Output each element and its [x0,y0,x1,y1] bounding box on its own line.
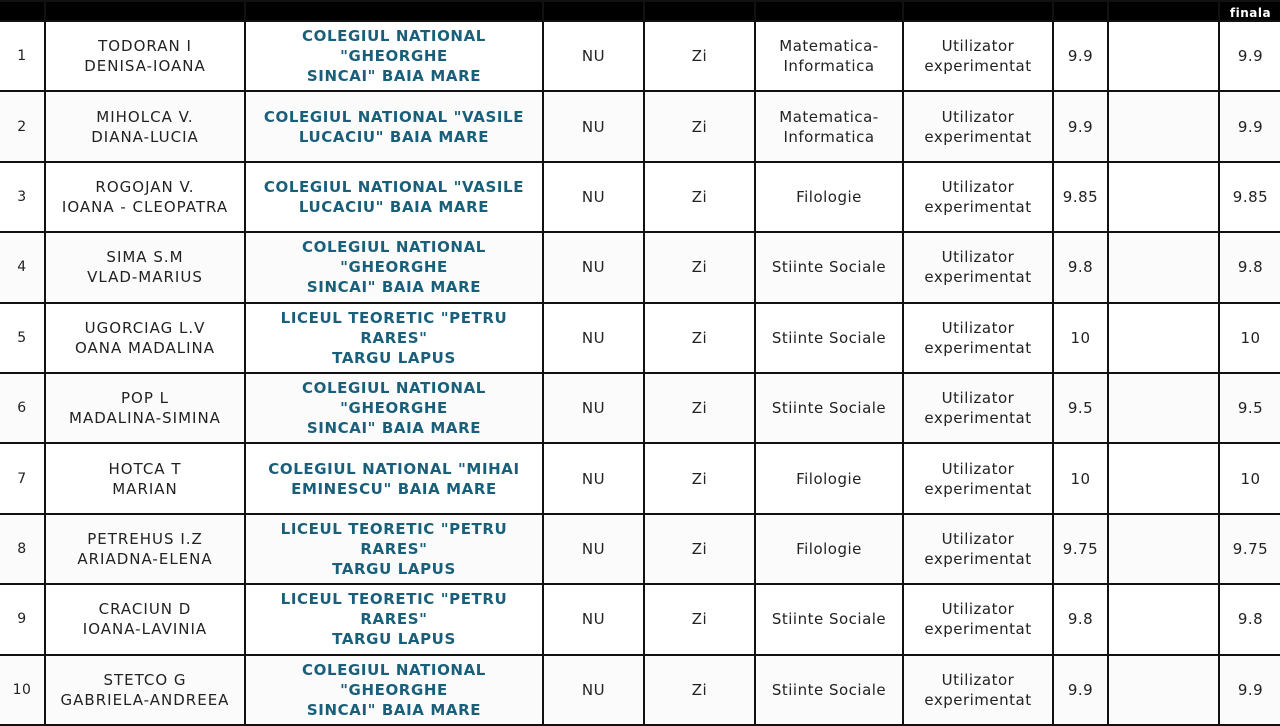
cell-nivel [903,514,1053,584]
cell-name [45,443,245,513]
cell-nota [1053,21,1108,91]
cell-name-text: IOANA-LAVINIA [82,620,208,639]
cell-restanta-text: NU [581,399,606,418]
cell-school-text: LUCACIU" BAIA MARE [298,127,490,146]
cell-name-text: MIHOLCA V. [96,107,194,126]
cell-forma [644,443,755,513]
cell-school [245,303,543,373]
cell-nivel [903,303,1053,373]
cell-profil-text: Filologie [796,469,862,488]
cell-finala-text: 9.9 [1237,47,1264,66]
table-header-row [0,1,1280,21]
cell-nivel [903,443,1053,513]
cell-nota [1053,232,1108,302]
cell-profil [755,232,903,302]
cell-restanta-text: NU [581,117,606,136]
cell-nr [0,91,45,161]
cell-nivel-text: experimentat [924,57,1032,76]
cell-nr-text: 4 [17,259,27,276]
cell-finala-text: 9.8 [1237,258,1264,277]
cell-school-text: LICEUL TEORETIC "PETRU RARES" [280,308,508,347]
cell-nivel-text: Utilizator [941,670,1015,689]
cell-nota-text: 9.9 [1067,117,1094,136]
cell-forma-text: Zi [691,610,708,629]
cell-nivel-text: experimentat [924,409,1032,428]
cell-restanta [543,514,644,584]
cell-school [245,443,543,513]
cell-nivel-text: experimentat [924,690,1032,709]
cell-nr [0,373,45,443]
cell-restanta [543,584,644,654]
cell-finala-text: 9.8 [1237,610,1264,629]
cell-profil-text: Informatica [783,57,875,76]
cell-profil [755,303,903,373]
cell-nivel-text: Utilizator [941,459,1015,478]
cell-profil-text: Stiinte Sociale [771,399,887,418]
header-cell-restanta [543,1,644,21]
cell-finala [1219,514,1280,584]
cell-nr-text: 9 [17,611,27,628]
cell-nota-text: 9.8 [1067,258,1094,277]
cell-nota-text: 9.9 [1067,680,1094,699]
cell-nivel-text: Utilizator [941,529,1015,548]
cell-school-text: COLEGIUL NATIONAL "VASILE [263,177,525,196]
cell-forma-text: Zi [691,117,708,136]
cell-nivel-text: Utilizator [941,389,1015,408]
cell-school [245,162,543,232]
cell-forma-text: Zi [691,680,708,699]
cell-name-text: MADALINA-SIMINA [69,409,221,428]
cell-forma-text: Zi [691,47,708,66]
header-cell-name [45,1,245,21]
cell-name-text: DIANA-LUCIA [91,127,199,146]
cell-school [245,655,543,725]
cell-school [245,91,543,161]
cell-name-text: PETREHUS I.Z [87,529,203,548]
cell-forma-text: Zi [691,399,708,418]
cell-school-text: COLEGIUL NATIONAL "MIHAI [268,459,520,478]
cell-school-text: SINCAI" BAIA MARE [306,700,482,719]
cell-nr [0,655,45,725]
cell-name-text: HOTCA T [108,459,182,478]
cell-contestatie [1108,162,1219,232]
cell-name [45,584,245,654]
cell-finala-text: 10 [1240,469,1261,488]
cell-finala [1219,232,1280,302]
cell-school-text: LICEUL TEORETIC "PETRU RARES" [280,590,508,629]
cell-forma-text: Zi [691,187,708,206]
cell-restanta-text: NU [581,680,606,699]
cell-name-text: SIMA S.M [106,248,184,267]
cell-nivel [903,232,1053,302]
cell-nivel-text: experimentat [924,197,1032,216]
cell-restanta-text: NU [581,539,606,558]
cell-nivel-text: Utilizator [941,248,1015,267]
cell-school-text: COLEGIUL NATIONAL "GHEORGHE [302,660,486,699]
cell-restanta [543,373,644,443]
cell-forma [644,91,755,161]
cell-contestatie [1108,21,1219,91]
cell-nivel [903,655,1053,725]
cell-school-text: TARGU LAPUS [332,559,456,578]
cell-nivel-text: Utilizator [941,600,1015,619]
cell-nr-text: 7 [17,470,27,487]
cell-nivel [903,91,1053,161]
cell-forma [644,232,755,302]
cell-nivel-text: experimentat [924,549,1032,568]
cell-restanta-text: NU [581,328,606,347]
cell-restanta-text: NU [581,469,606,488]
cell-nota-text: 10 [1070,328,1091,347]
cell-nr [0,21,45,91]
cell-profil-text: Filologie [796,539,862,558]
cell-nr [0,584,45,654]
cell-nivel-text: Utilizator [941,37,1015,56]
cell-finala-text: 9.9 [1237,680,1264,699]
cell-profil-text: Matematica- [779,37,879,56]
cell-restanta [543,655,644,725]
cell-school [245,232,543,302]
cell-school-text: TARGU LAPUS [332,348,456,367]
cell-nivel-text: Utilizator [941,318,1015,337]
cell-school-text: EMINESCU" BAIA MARE [291,479,497,498]
cell-name [45,91,245,161]
cell-name-text: ROGOJAN V. [95,177,195,196]
cell-nr-text: 1 [17,48,27,65]
cell-nr-text: 10 [12,681,32,698]
cell-contestatie [1108,514,1219,584]
cell-profil [755,584,903,654]
cell-nota [1053,162,1108,232]
cell-nivel [903,584,1053,654]
cell-profil-text: Stiinte Sociale [771,610,887,629]
cell-nr [0,514,45,584]
cell-nivel [903,21,1053,91]
cell-restanta [543,91,644,161]
cell-contestatie [1108,584,1219,654]
cell-nr [0,232,45,302]
table-row [0,443,1280,513]
table-row [0,584,1280,654]
cell-profil-text: Stiinte Sociale [771,328,887,347]
cell-nota [1053,91,1108,161]
header-cell-forma [644,1,755,21]
cell-restanta-text: NU [581,258,606,277]
cell-school-text: SINCAI" BAIA MARE [306,278,482,297]
cell-name-text: UGORCIAG L.V [84,318,206,337]
cell-restanta [543,21,644,91]
cell-nivel-text: experimentat [924,620,1032,639]
header-cell-nr [0,1,45,21]
cell-profil-text: Stiinte Sociale [771,258,887,277]
cell-finala [1219,303,1280,373]
cell-nota [1053,514,1108,584]
cell-name-text: POP L [120,389,170,408]
cell-contestatie [1108,303,1219,373]
cell-school [245,514,543,584]
cell-finala [1219,91,1280,161]
cell-nivel-text: Utilizator [941,107,1015,126]
cell-forma [644,514,755,584]
table-row [0,655,1280,725]
cell-nivel-text: experimentat [924,268,1032,287]
cell-nr-text: 3 [17,188,27,205]
table-row [0,232,1280,302]
cell-nivel [903,373,1053,443]
cell-restanta [543,232,644,302]
cell-profil-text: Stiinte Sociale [771,680,887,699]
cell-name-text: TODORAN I [98,37,192,56]
cell-contestatie [1108,655,1219,725]
cell-profil-text: Filologie [796,187,862,206]
cell-school-text: SINCAI" BAIA MARE [306,419,482,438]
cell-contestatie [1108,232,1219,302]
cell-finala-text: 10 [1240,328,1261,347]
cell-restanta-text: NU [581,610,606,629]
cell-school-text: SINCAI" BAIA MARE [306,67,482,86]
cell-name [45,514,245,584]
cell-profil-text: Matematica- [779,107,879,126]
cell-name-text: MARIAN [112,479,178,498]
cell-nr-text: 8 [17,540,27,557]
cell-nr-text: 2 [17,118,27,135]
cell-profil [755,655,903,725]
cell-forma [644,303,755,373]
cell-nr [0,162,45,232]
cell-finala [1219,21,1280,91]
cell-profil-text: Informatica [783,127,875,146]
cell-nota-text: 9.9 [1067,47,1094,66]
cell-nivel [903,162,1053,232]
cell-finala [1219,655,1280,725]
cell-finala [1219,443,1280,513]
table-row [0,514,1280,584]
cell-name [45,373,245,443]
cell-profil [755,373,903,443]
cell-forma [644,373,755,443]
table-row [0,21,1280,91]
header-cell-contestatie [1108,1,1219,21]
cell-nivel-text: Utilizator [941,177,1015,196]
cell-contestatie [1108,91,1219,161]
cell-finala-text: 9.75 [1232,539,1269,558]
cell-finala-text: 9.5 [1237,399,1264,418]
header-cell-nivel [903,1,1053,21]
cell-name [45,303,245,373]
cell-nivel-text: experimentat [924,479,1032,498]
cell-nota-text: 9.8 [1067,610,1094,629]
cell-school-text: COLEGIUL NATIONAL "GHEORGHE [302,379,486,418]
cell-forma [644,21,755,91]
cell-restanta-text: NU [581,47,606,66]
cell-name-text: CRACIUN D [98,600,192,619]
cell-restanta [543,443,644,513]
cell-restanta [543,303,644,373]
cell-school-text: TARGU LAPUS [332,630,456,649]
cell-contestatie [1108,373,1219,443]
cell-nr [0,303,45,373]
cell-nota-text: 9.75 [1062,539,1099,558]
cell-finala [1219,584,1280,654]
cell-nota-text: 9.5 [1067,399,1094,418]
cell-school [245,584,543,654]
cell-forma [644,162,755,232]
cell-profil [755,21,903,91]
cell-school-text: COLEGIUL NATIONAL "VASILE [263,107,525,126]
cell-name [45,232,245,302]
cell-forma-text: Zi [691,258,708,277]
cell-school [245,373,543,443]
cell-profil [755,162,903,232]
table-row [0,91,1280,161]
cell-nr-text: 5 [17,329,27,346]
cell-contestatie [1108,443,1219,513]
cell-name-text: GABRIELA-ANDREEA [60,690,230,709]
cell-forma-text: Zi [691,539,708,558]
cell-nota-text: 9.85 [1062,187,1099,206]
cell-nivel-text: experimentat [924,338,1032,357]
cell-nota [1053,584,1108,654]
header-cell-profil [755,1,903,21]
cell-forma [644,584,755,654]
cell-name [45,655,245,725]
cell-profil [755,443,903,513]
cell-finala [1219,373,1280,443]
cell-forma-text: Zi [691,469,708,488]
cell-school-text: LICEUL TEORETIC "PETRU RARES" [280,519,508,558]
cell-name-text: OANA MADALINA [74,338,216,357]
cell-restanta-text: NU [581,187,606,206]
cell-school-text: COLEGIUL NATIONAL "GHEORGHE [302,27,486,66]
cell-name [45,162,245,232]
header-cell-school [245,1,543,21]
cell-profil [755,91,903,161]
cell-nota [1053,443,1108,513]
cell-restanta [543,162,644,232]
cell-name-text: DENISA-IOANA [84,57,206,76]
cell-nivel-text: experimentat [924,127,1032,146]
cell-nota [1053,373,1108,443]
table-row [0,373,1280,443]
table-row [0,162,1280,232]
cell-profil [755,514,903,584]
header-cell-finala: finala [1219,1,1280,21]
cell-nr-text: 6 [17,400,27,417]
header-cell-nota [1053,1,1108,21]
cell-name [45,21,245,91]
cell-finala-text: 9.9 [1237,117,1264,136]
cell-nota [1053,303,1108,373]
cell-finala [1219,162,1280,232]
cell-nr [0,443,45,513]
cell-school-text: COLEGIUL NATIONAL "GHEORGHE [302,238,486,277]
cell-nota-text: 10 [1070,469,1091,488]
cell-name-text: IOANA - CLEOPATRA [61,197,229,216]
cell-nota [1053,655,1108,725]
cell-forma [644,655,755,725]
cell-school [245,21,543,91]
cell-name-text: STETCO G [103,670,187,689]
cell-forma-text: Zi [691,328,708,347]
cell-finala-text: 9.85 [1232,187,1269,206]
table-row [0,303,1280,373]
cell-name-text: VLAD-MARIUS [87,268,203,287]
cell-school-text: LUCACIU" BAIA MARE [298,197,490,216]
cell-name-text: ARIADNA-ELENA [77,549,213,568]
